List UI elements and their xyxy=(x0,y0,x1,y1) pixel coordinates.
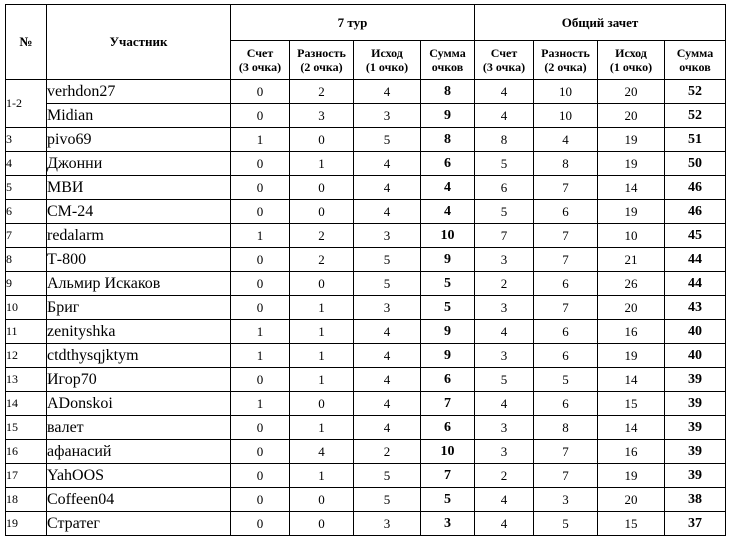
overall-outcome-cell: 10 xyxy=(598,224,665,248)
overall-outcome-cell: 16 xyxy=(598,320,665,344)
overall-outcome-cell: 14 xyxy=(598,416,665,440)
round-sum-cell: 5 xyxy=(421,296,475,320)
round-diff-cell: 0 xyxy=(290,272,354,296)
place-cell: 6 xyxy=(6,200,47,224)
round-score-cell: 1 xyxy=(231,224,290,248)
overall-sum-cell: 39 xyxy=(665,368,726,392)
participant-name: СМ-24 xyxy=(47,200,231,224)
round-score-cell: 1 xyxy=(231,320,290,344)
place-cell: 15 xyxy=(6,416,47,440)
table-row xyxy=(6,152,726,176)
overall-score-cell: 6 xyxy=(475,176,534,200)
participant-name: афанасий xyxy=(47,440,231,464)
overall-diff-cell: 6 xyxy=(534,344,598,368)
round-diff-cell: 1 xyxy=(290,416,354,440)
place-cell: 9 xyxy=(6,272,47,296)
overall-sum-cell: 39 xyxy=(665,464,726,488)
table-row xyxy=(6,104,726,128)
overall-score-cell: 4 xyxy=(475,104,534,128)
round-diff-cell: 0 xyxy=(290,488,354,512)
round-outcome-cell: 4 xyxy=(354,344,421,368)
overall-outcome-cell: 15 xyxy=(598,512,665,536)
place-cell: 3 xyxy=(6,128,47,152)
round-outcome-cell: 4 xyxy=(354,80,421,104)
participant-name: pivo69 xyxy=(47,128,231,152)
overall-diff-cell: 7 xyxy=(534,248,598,272)
participant-name: Midian xyxy=(47,104,231,128)
round-score-cell: 0 xyxy=(231,200,290,224)
round-score-cell: 0 xyxy=(231,464,290,488)
overall-diff-cell: 7 xyxy=(534,440,598,464)
participant-name: МВИ xyxy=(47,176,231,200)
round-outcome-cell: 4 xyxy=(354,416,421,440)
round-diff-cell: 1 xyxy=(290,464,354,488)
table-row xyxy=(6,248,726,272)
round-outcome-cell: 4 xyxy=(354,392,421,416)
table-row xyxy=(6,512,726,536)
round-diff-cell: 1 xyxy=(290,320,354,344)
overall-score-cell: 4 xyxy=(475,512,534,536)
overall-diff-cell: 7 xyxy=(534,296,598,320)
participant-name: zenityshka xyxy=(47,320,231,344)
overall-score-cell: 4 xyxy=(475,392,534,416)
round-sum-cell: 9 xyxy=(421,104,475,128)
overall-sum-cell: 43 xyxy=(665,296,726,320)
round-diff-cell: 0 xyxy=(290,176,354,200)
round-diff-header: Разность (2 очка) xyxy=(290,41,354,80)
participant-name: Игор70 xyxy=(47,368,231,392)
round-score-cell: 0 xyxy=(231,104,290,128)
overall-outcome-cell: 14 xyxy=(598,368,665,392)
overall-diff-cell: 6 xyxy=(534,392,598,416)
round-diff-cell: 1 xyxy=(290,368,354,392)
place-cell: 1-2 xyxy=(6,80,47,128)
participant-name: redalarm xyxy=(47,224,231,248)
overall-score-cell: 5 xyxy=(475,200,534,224)
round-sum-cell: 5 xyxy=(421,272,475,296)
round-sum-cell: 4 xyxy=(421,176,475,200)
round-sum-cell: 9 xyxy=(421,320,475,344)
place-cell: 7 xyxy=(6,224,47,248)
round-outcome-cell: 3 xyxy=(354,512,421,536)
overall-diff-cell: 8 xyxy=(534,152,598,176)
overall-header: Общий зачет xyxy=(475,5,726,41)
round-sum-cell: 10 xyxy=(421,224,475,248)
place-cell: 19 xyxy=(6,512,47,536)
table-row xyxy=(6,224,726,248)
round-sum-cell: 9 xyxy=(421,344,475,368)
overall-outcome-cell: 26 xyxy=(598,272,665,296)
round-score-cell: 0 xyxy=(231,488,290,512)
overall-outcome-cell: 20 xyxy=(598,80,665,104)
overall-sum-cell: 39 xyxy=(665,392,726,416)
round-sum-cell: 5 xyxy=(421,488,475,512)
overall-sum-cell: 46 xyxy=(665,176,726,200)
overall-sum-cell: 37 xyxy=(665,512,726,536)
round-score-cell: 1 xyxy=(231,128,290,152)
overall-score-cell: 4 xyxy=(475,488,534,512)
overall-outcome-cell: 21 xyxy=(598,248,665,272)
round-sum-cell: 8 xyxy=(421,80,475,104)
table-row xyxy=(6,344,726,368)
round-diff-cell: 2 xyxy=(290,224,354,248)
round-diff-cell: 1 xyxy=(290,296,354,320)
overall-sum-cell: 46 xyxy=(665,200,726,224)
round-score-cell: 0 xyxy=(231,440,290,464)
round-score-cell: 0 xyxy=(231,296,290,320)
participant-name: Бриг xyxy=(47,296,231,320)
round-outcome-cell: 5 xyxy=(354,248,421,272)
overall-sum-cell: 38 xyxy=(665,488,726,512)
overall-diff-cell: 10 xyxy=(534,80,598,104)
round-outcome-cell: 5 xyxy=(354,128,421,152)
overall-score-header: Счет (3 очка) xyxy=(475,41,534,80)
round-score-cell: 0 xyxy=(231,512,290,536)
table-row xyxy=(6,200,726,224)
participant-name: Т-800 xyxy=(47,248,231,272)
overall-sum-cell: 50 xyxy=(665,152,726,176)
overall-outcome-cell: 19 xyxy=(598,344,665,368)
round-sum-cell: 10 xyxy=(421,440,475,464)
round-diff-cell: 0 xyxy=(290,512,354,536)
overall-sum-cell: 52 xyxy=(665,80,726,104)
table-row xyxy=(6,392,726,416)
participant-name: Стратег xyxy=(47,512,231,536)
round-diff-cell: 0 xyxy=(290,128,354,152)
table-row xyxy=(6,296,726,320)
header-row-top xyxy=(6,5,726,41)
place-cell: 8 xyxy=(6,248,47,272)
round-sum-cell: 4 xyxy=(421,200,475,224)
overall-score-cell: 8 xyxy=(475,128,534,152)
place-cell: 5 xyxy=(6,176,47,200)
overall-diff-cell: 8 xyxy=(534,416,598,440)
overall-diff-cell: 6 xyxy=(534,320,598,344)
overall-sum-cell: 52 xyxy=(665,104,726,128)
round-score-header: Счет (3 очка) xyxy=(231,41,290,80)
round-score-cell: 1 xyxy=(231,392,290,416)
table-row xyxy=(6,272,726,296)
place-cell: 12 xyxy=(6,344,47,368)
round-diff-cell: 4 xyxy=(290,440,354,464)
round-score-cell: 0 xyxy=(231,272,290,296)
overall-outcome-cell: 20 xyxy=(598,488,665,512)
standings-body xyxy=(6,80,726,536)
overall-score-cell: 3 xyxy=(475,440,534,464)
round-sum-cell: 8 xyxy=(421,128,475,152)
overall-diff-cell: 7 xyxy=(534,224,598,248)
num-header: № xyxy=(6,5,47,80)
table-row xyxy=(6,128,726,152)
overall-score-cell: 3 xyxy=(475,416,534,440)
round-sum-cell: 3 xyxy=(421,512,475,536)
round-sum-header: Сумма очков xyxy=(421,41,475,80)
place-cell: 4 xyxy=(6,152,47,176)
table-row xyxy=(6,416,726,440)
overall-score-cell: 2 xyxy=(475,464,534,488)
round-diff-cell: 2 xyxy=(290,248,354,272)
overall-score-cell: 4 xyxy=(475,320,534,344)
round-sum-cell: 7 xyxy=(421,392,475,416)
round-outcome-cell: 2 xyxy=(354,440,421,464)
overall-sum-cell: 40 xyxy=(665,344,726,368)
place-cell: 11 xyxy=(6,320,47,344)
round-outcome-cell: 5 xyxy=(354,488,421,512)
round-diff-cell: 2 xyxy=(290,80,354,104)
round-outcome-cell: 3 xyxy=(354,224,421,248)
round-diff-cell: 0 xyxy=(290,392,354,416)
round-score-cell: 0 xyxy=(231,248,290,272)
overall-outcome-cell: 16 xyxy=(598,440,665,464)
place-cell: 17 xyxy=(6,464,47,488)
round-sum-cell: 6 xyxy=(421,368,475,392)
place-cell: 14 xyxy=(6,392,47,416)
round-diff-cell: 1 xyxy=(290,152,354,176)
overall-sum-cell: 44 xyxy=(665,272,726,296)
overall-score-cell: 2 xyxy=(475,272,534,296)
round-outcome-cell: 3 xyxy=(354,296,421,320)
round-diff-cell: 3 xyxy=(290,104,354,128)
round-outcome-cell: 4 xyxy=(354,320,421,344)
participant-name: YahOOS xyxy=(47,464,231,488)
participant-name: Альмир Искаков xyxy=(47,272,231,296)
overall-outcome-cell: 19 xyxy=(598,464,665,488)
table-row xyxy=(6,320,726,344)
participant-name: Джонни xyxy=(47,152,231,176)
overall-score-cell: 4 xyxy=(475,80,534,104)
overall-outcome-cell: 20 xyxy=(598,296,665,320)
round-sum-cell: 9 xyxy=(421,248,475,272)
round-diff-cell: 0 xyxy=(290,200,354,224)
overall-diff-header: Разность (2 очка) xyxy=(534,41,598,80)
round-outcome-cell: 4 xyxy=(354,152,421,176)
round-outcome-cell: 5 xyxy=(354,272,421,296)
place-cell: 16 xyxy=(6,440,47,464)
overall-diff-cell: 6 xyxy=(534,200,598,224)
round-header: 7 тур xyxy=(231,5,475,41)
table-row xyxy=(6,176,726,200)
overall-outcome-cell: 14 xyxy=(598,176,665,200)
overall-diff-cell: 6 xyxy=(534,272,598,296)
overall-sum-cell: 40 xyxy=(665,320,726,344)
round-sum-cell: 7 xyxy=(421,464,475,488)
round-sum-cell: 6 xyxy=(421,416,475,440)
place-cell: 13 xyxy=(6,368,47,392)
participant-header: Участник xyxy=(47,5,231,80)
participant-name: Coffeen04 xyxy=(47,488,231,512)
table-row xyxy=(6,488,726,512)
overall-diff-cell: 5 xyxy=(534,368,598,392)
overall-diff-cell: 7 xyxy=(534,176,598,200)
table-row xyxy=(6,440,726,464)
overall-outcome-header: Исход (1 очко) xyxy=(598,41,665,80)
overall-outcome-cell: 20 xyxy=(598,104,665,128)
overall-diff-cell: 7 xyxy=(534,464,598,488)
overall-sum-cell: 39 xyxy=(665,440,726,464)
round-score-cell: 0 xyxy=(231,152,290,176)
participant-name: ctdthysqjktym xyxy=(47,344,231,368)
round-outcome-cell: 5 xyxy=(354,464,421,488)
overall-score-cell: 5 xyxy=(475,152,534,176)
round-sum-cell: 6 xyxy=(421,152,475,176)
overall-outcome-cell: 19 xyxy=(598,152,665,176)
round-outcome-cell: 4 xyxy=(354,368,421,392)
round-score-cell: 0 xyxy=(231,416,290,440)
table-row xyxy=(6,464,726,488)
overall-sum-cell: 39 xyxy=(665,416,726,440)
place-cell: 18 xyxy=(6,488,47,512)
round-diff-cell: 1 xyxy=(290,344,354,368)
table-row xyxy=(6,368,726,392)
overall-sum-cell: 51 xyxy=(665,128,726,152)
round-score-cell: 0 xyxy=(231,80,290,104)
overall-diff-cell: 3 xyxy=(534,488,598,512)
overall-diff-cell: 10 xyxy=(534,104,598,128)
participant-name: ADonskoi xyxy=(47,392,231,416)
round-outcome-header: Исход (1 очко) xyxy=(354,41,421,80)
overall-diff-cell: 4 xyxy=(534,128,598,152)
overall-sum-cell: 44 xyxy=(665,248,726,272)
round-score-cell: 1 xyxy=(231,344,290,368)
overall-outcome-cell: 19 xyxy=(598,200,665,224)
standings-table xyxy=(5,4,726,536)
overall-sum-cell: 45 xyxy=(665,224,726,248)
round-score-cell: 0 xyxy=(231,176,290,200)
participant-name: валет xyxy=(47,416,231,440)
round-score-cell: 0 xyxy=(231,368,290,392)
place-cell: 10 xyxy=(6,296,47,320)
round-outcome-cell: 4 xyxy=(354,176,421,200)
round-outcome-cell: 4 xyxy=(354,200,421,224)
overall-score-cell: 3 xyxy=(475,344,534,368)
overall-diff-cell: 5 xyxy=(534,512,598,536)
overall-outcome-cell: 19 xyxy=(598,128,665,152)
overall-sum-header: Сумма очков xyxy=(665,41,726,80)
overall-outcome-cell: 15 xyxy=(598,392,665,416)
table-row xyxy=(6,80,726,104)
round-outcome-cell: 3 xyxy=(354,104,421,128)
overall-score-cell: 7 xyxy=(475,224,534,248)
overall-score-cell: 5 xyxy=(475,368,534,392)
participant-name: verhdon27 xyxy=(47,80,231,104)
overall-score-cell: 3 xyxy=(475,296,534,320)
overall-score-cell: 3 xyxy=(475,248,534,272)
